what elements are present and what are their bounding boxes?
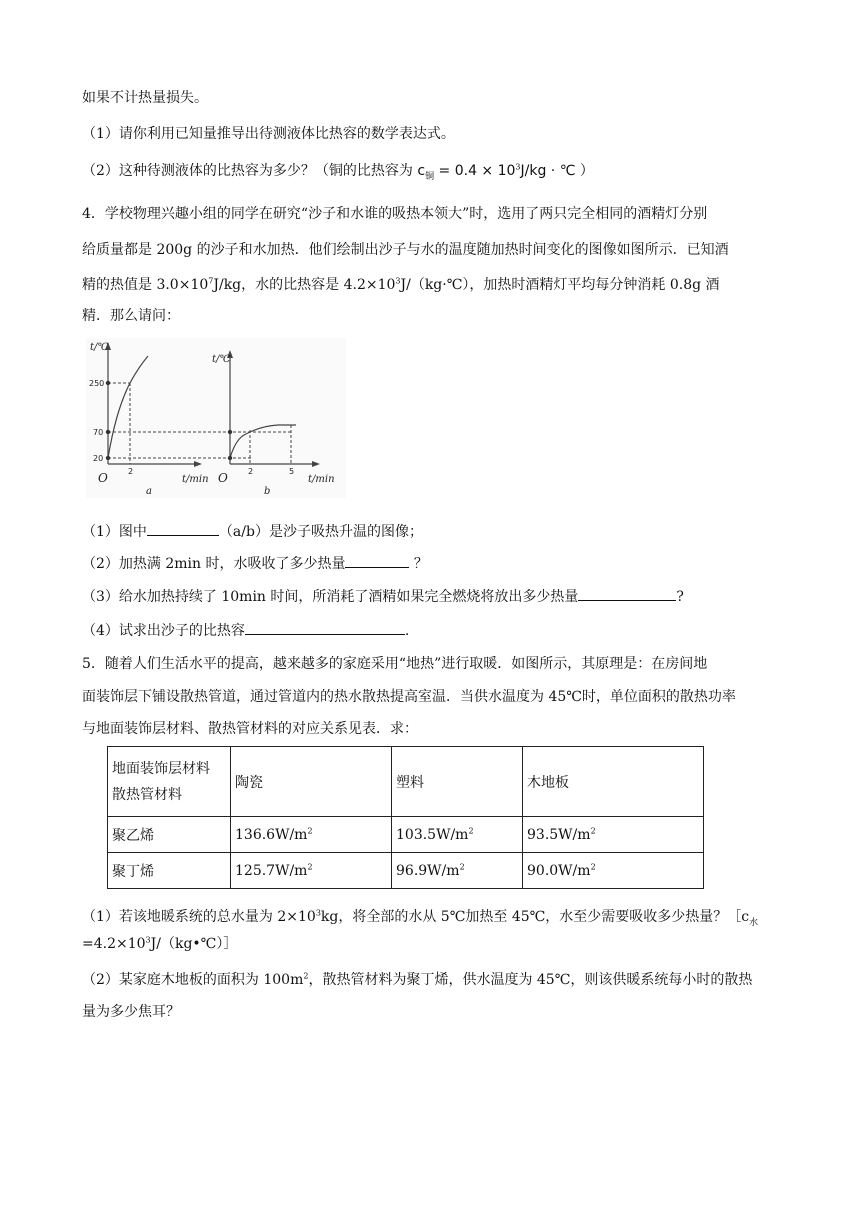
text-fragment: ? xyxy=(676,589,684,605)
text-fragment: =4.2×10 xyxy=(82,936,146,952)
graph-a-x-label: t/min xyxy=(182,474,209,485)
text-fragment: J/kg，水的比热容是 4.2×10 xyxy=(213,277,396,293)
question-5-line: 面装饰层下铺设散热管道，通过管道内的热水散热提高室温．当供水温度为 45℃时，单位面积的散热功率 xyxy=(82,689,736,705)
header-line: 地面装饰层材料 xyxy=(112,760,210,777)
answer-blank[interactable] xyxy=(345,553,409,568)
question-5-line: 5．随着人们生活水平的提高，越来越多的家庭采用“地热”进行取暖．如图所示，其原理是：在房间地 xyxy=(82,656,708,672)
question-5-line: 与地面装饰层材料、散热管材料的对应关系见表．求： xyxy=(82,721,418,737)
exponent: 3 xyxy=(395,276,401,286)
graph-b-origin: O xyxy=(218,471,228,485)
table-cell: $96.9W/m^2$ xyxy=(392,853,523,889)
table-cell: $125.7W/m^2$ xyxy=(231,853,392,889)
text-fragment: ？ xyxy=(409,556,428,572)
text-fragment: ，散热管材料为聚丁烯，供水温度为 45℃，则该供暖系统每小时的散热 xyxy=(308,972,753,988)
answer-blank[interactable] xyxy=(245,620,405,635)
graph-a-caption: a xyxy=(146,486,152,497)
temperature-time-graph xyxy=(86,338,346,498)
math-exponent: 3 xyxy=(515,162,521,172)
question-4-subquestion xyxy=(82,553,428,574)
subscript: 水 xyxy=(749,917,759,928)
text-fragment: （2）加热满 2min 时，水吸收了多少热量 xyxy=(82,556,346,572)
graph-b-y-label: t/℃ xyxy=(212,354,231,365)
graph-b-tick-x: 5 xyxy=(289,467,295,476)
question-5-subquestion: 量为多少焦耳？ xyxy=(82,1004,180,1020)
exponent: 2 xyxy=(303,971,309,981)
table-cell: $93.5W/m^2$ xyxy=(523,817,704,853)
heat-dissipation-table xyxy=(107,746,704,889)
question-4-line: 给质量都是 200g 的沙子和水加热．他们绘制出沙子与水的温度随加热时间变化的图像如图所示．已知酒 xyxy=(82,242,729,258)
text-fragment: （4）试求出沙子的比热容 xyxy=(82,623,245,639)
text-fragment: （2）这种待测液体的比热容为多少？（铜的比热容为 xyxy=(82,163,418,179)
question-4-line xyxy=(82,275,720,295)
text-fragment: （2）某家庭木地板的面积为 100m xyxy=(82,972,304,988)
graph-a-origin: O xyxy=(98,471,108,485)
text-line xyxy=(82,161,594,181)
exponent: 3 xyxy=(315,908,321,918)
answer-blank[interactable] xyxy=(147,521,219,536)
math-subscript: 铜 xyxy=(425,171,435,182)
table-header-row xyxy=(108,747,704,817)
graph-b-tick-x: 2 xyxy=(248,467,254,476)
text-fragment: . xyxy=(404,623,410,639)
text-line: 如果不计热量损失。 xyxy=(82,90,208,106)
text-fragment: （1）图中 xyxy=(82,524,147,540)
text-fragment: （a/b）是沙子吸热升温的图像； xyxy=(218,524,423,540)
table-cell: $103.5W/m^2$ xyxy=(392,817,523,853)
graph-a-tick-y: 70 xyxy=(93,428,104,437)
answer-blank[interactable] xyxy=(578,586,676,601)
question-4-line: 精．那么请问： xyxy=(82,308,180,324)
header-line: 散热管材料 xyxy=(112,786,182,803)
exponent: 7 xyxy=(208,276,214,286)
math-symbol: c xyxy=(417,163,426,179)
graph-a-tick-y: 20 xyxy=(93,454,104,463)
table-column-header: 陶瓷 xyxy=(231,747,392,817)
text-fragment: （3）给水加热持续了 10min 时间，所消耗了酒精如果完全燃烧将放出多少热量 xyxy=(82,589,579,605)
question-5-subquestion xyxy=(82,934,237,954)
graph-a-tick-x: 2 xyxy=(128,467,134,476)
question-4-subquestion xyxy=(82,586,684,607)
text-fragment: （1）若该地暖系统的总水量为 2×10 xyxy=(82,909,316,925)
table-cell: $90.0W/m^2$ xyxy=(523,853,704,889)
math-value: = 0.4 × 10 xyxy=(434,163,516,179)
question-4-line: 4．学校物理兴趣小组的同学在研究“沙子和水谁的吸热本领大”时，选用了两只完全相同的酒精灯分别 xyxy=(82,206,708,222)
table-row-label: 聚乙烯 xyxy=(108,817,231,853)
question-5-subquestion xyxy=(82,907,758,927)
question-5-subquestion xyxy=(82,970,752,990)
graph-a-tick-y: 250 xyxy=(89,379,105,388)
table-header-corner xyxy=(108,747,231,817)
question-4-subquestion xyxy=(82,521,423,542)
graph-b-x-label: t/min xyxy=(308,474,335,485)
table-row xyxy=(108,853,704,889)
math-unit: J/kg · ℃ ） xyxy=(520,163,594,179)
exponent: 3 xyxy=(145,935,151,945)
table-column-header: 木地板 xyxy=(523,747,704,817)
text-fragment: J/（kg·℃），加热时酒精灯平均每分钟消耗 0.8g 酒 xyxy=(400,277,720,293)
text-line: （1）请你利用已知量推导出待测液体比热容的数学表达式。 xyxy=(82,126,455,142)
table-cell: $136.6W/m^2$ xyxy=(231,817,392,853)
table-row-label: 聚丁烯 xyxy=(108,853,231,889)
graph-b-caption: b xyxy=(264,486,271,497)
text-fragment: J/（kg•℃）］ xyxy=(150,936,238,952)
table-column-header: 塑料 xyxy=(392,747,523,817)
question-4-subquestion xyxy=(82,620,409,641)
graph-a-y-label: t/℃ xyxy=(90,342,109,353)
text-fragment: 精的热值是 3.0×10 xyxy=(82,277,209,293)
table-row xyxy=(108,817,704,853)
text-fragment: kg，将全部的水从 5℃加热至 45℃，水至少需要吸收多少热量？［c xyxy=(320,909,750,925)
